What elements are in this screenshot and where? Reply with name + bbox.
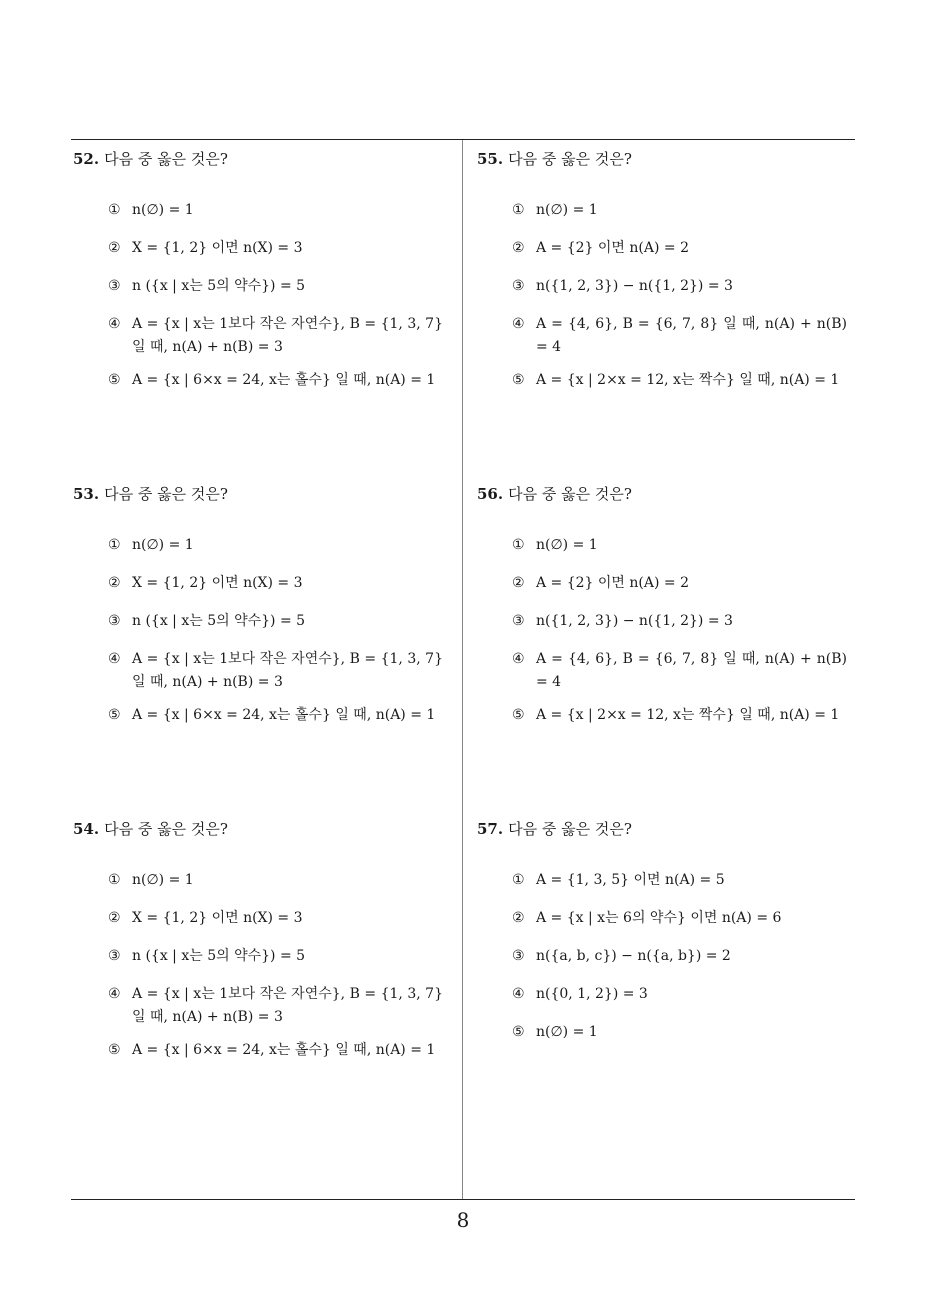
choice-mark: ② <box>108 910 121 926</box>
question-header <box>73 484 445 504</box>
choice-text: A = {x | x는 6의 약수} 이면 n(A) = 6 <box>536 910 782 926</box>
choice-text: n({a, b, c}) − n({a, b}) = 2 <box>536 948 731 964</box>
choice-3[interactable] <box>512 275 847 298</box>
choice-mark: ① <box>108 202 121 218</box>
choice-1[interactable] <box>512 869 847 892</box>
choice-text: X = {1, 2} 이면 n(X) = 3 <box>132 575 303 591</box>
choice-1[interactable] <box>512 534 847 557</box>
question-number: 55. <box>477 150 504 168</box>
question-header <box>477 819 849 839</box>
choice-mark: ③ <box>512 278 525 294</box>
question-54 <box>73 819 445 1077</box>
choice-text: A = {4, 6}, B = {6, 7, 8} 일 때, n(A) + n(B) = 4 <box>536 651 847 690</box>
choice-text: X = {1, 2} 이면 n(X) = 3 <box>132 240 303 256</box>
choice-2[interactable] <box>108 907 443 930</box>
choice-2[interactable] <box>108 572 443 595</box>
choice-mark: ④ <box>108 986 121 1002</box>
choice-mark: ① <box>108 872 121 888</box>
choice-2[interactable] <box>108 237 443 260</box>
choice-text: n(∅) = 1 <box>536 537 598 553</box>
choice-mark: ① <box>512 537 525 553</box>
choice-4[interactable] <box>108 648 443 694</box>
choice-5[interactable] <box>512 704 847 727</box>
choice-text: n({1, 2, 3}) − n({1, 2}) = 3 <box>536 613 733 629</box>
choice-mark: ③ <box>512 948 525 964</box>
question-prompt: 다음 중 옳은 것은? <box>508 150 632 168</box>
question-number: 52. <box>73 150 100 168</box>
choice-mark: ③ <box>108 278 121 294</box>
choice-5[interactable] <box>108 369 443 392</box>
choice-text: n({1, 2, 3}) − n({1, 2}) = 3 <box>536 278 733 294</box>
choice-mark: ② <box>512 240 525 256</box>
choice-text: A = {x | 6×x = 24, x는 홀수} 일 때, n(A) = 1 <box>132 1042 436 1058</box>
question-number: 56. <box>477 485 504 503</box>
question-number: 54. <box>73 820 100 838</box>
choice-mark: ⑤ <box>108 707 121 723</box>
choice-text: A = {x | x는 1보다 작은 자연수}, B = {1, 3, 7} 일 때, n(A) + n(B) = 3 <box>132 986 443 1025</box>
choice-text: A = {x | 2×x = 12, x는 짝수} 일 때, n(A) = 1 <box>536 372 840 388</box>
choice-4[interactable] <box>512 313 847 359</box>
choice-mark: ④ <box>512 651 525 667</box>
choice-list <box>477 534 849 727</box>
choice-5[interactable] <box>108 704 443 727</box>
choice-mark: ② <box>108 240 121 256</box>
choice-text: A = {1, 3, 5} 이면 n(A) = 5 <box>536 872 725 888</box>
choice-2[interactable] <box>512 907 847 930</box>
choice-text: A = {x | 6×x = 24, x는 홀수} 일 때, n(A) = 1 <box>132 707 436 723</box>
choice-mark: ④ <box>108 651 121 667</box>
choice-text: A = {x | x는 1보다 작은 자연수}, B = {1, 3, 7} 일 때, n(A) + n(B) = 3 <box>132 316 443 355</box>
question-prompt: 다음 중 옳은 것은? <box>104 150 228 168</box>
question-prompt: 다음 중 옳은 것은? <box>508 485 632 503</box>
choice-mark: ③ <box>108 613 121 629</box>
choice-mark: ② <box>512 575 525 591</box>
choice-text: n(∅) = 1 <box>132 537 194 553</box>
choice-1[interactable] <box>108 534 443 557</box>
choice-mark: ① <box>108 537 121 553</box>
choice-text: A = {2} 이면 n(A) = 2 <box>536 240 690 256</box>
choice-text: n(∅) = 1 <box>132 872 194 888</box>
question-55 <box>477 149 849 407</box>
choice-2[interactable] <box>512 572 847 595</box>
choice-3[interactable] <box>108 945 443 968</box>
choice-5[interactable] <box>512 369 847 392</box>
choice-1[interactable] <box>108 869 443 892</box>
page-number: 8 <box>456 1208 470 1232</box>
choice-text: A = {4, 6}, B = {6, 7, 8} 일 때, n(A) + n(B) = 4 <box>536 316 847 355</box>
choice-mark: ④ <box>512 316 525 332</box>
choice-4[interactable] <box>512 648 847 694</box>
choice-3[interactable] <box>108 275 443 298</box>
question-prompt: 다음 중 옳은 것은? <box>104 485 228 503</box>
question-57 <box>477 819 849 1059</box>
choice-mark: ⑤ <box>108 1042 121 1058</box>
question-header <box>477 149 849 169</box>
choice-2[interactable] <box>512 237 847 260</box>
choice-mark: ③ <box>108 948 121 964</box>
bottom-rule <box>71 1199 855 1200</box>
question-header <box>73 819 445 839</box>
choice-list <box>73 534 445 727</box>
choice-list <box>73 869 445 1062</box>
choice-mark: ③ <box>512 613 525 629</box>
choice-1[interactable] <box>108 199 443 222</box>
choice-text: n(∅) = 1 <box>132 202 194 218</box>
choice-text: n(∅) = 1 <box>536 202 598 218</box>
choice-3[interactable] <box>512 610 847 633</box>
question-prompt: 다음 중 옳은 것은? <box>104 820 228 838</box>
choice-text: A = {x | 6×x = 24, x는 홀수} 일 때, n(A) = 1 <box>132 372 436 388</box>
choice-mark: ⑤ <box>512 372 525 388</box>
question-prompt: 다음 중 옳은 것은? <box>508 820 632 838</box>
choice-text: A = {2} 이면 n(A) = 2 <box>536 575 690 591</box>
choice-list <box>73 199 445 392</box>
choice-list <box>477 199 849 392</box>
choice-mark: ⑤ <box>512 1024 525 1040</box>
choice-mark: ① <box>512 202 525 218</box>
choice-mark: ② <box>108 575 121 591</box>
question-56 <box>477 484 849 742</box>
choice-5[interactable] <box>512 1021 847 1044</box>
choice-3[interactable] <box>108 610 443 633</box>
choice-text: n({0, 1, 2}) = 3 <box>536 986 648 1002</box>
choice-text: n(∅) = 1 <box>536 1024 598 1040</box>
column-divider <box>462 140 463 1199</box>
question-number: 57. <box>477 820 504 838</box>
choice-text: n ({x | x는 5의 약수}) = 5 <box>132 948 306 964</box>
choice-mark: ① <box>512 872 525 888</box>
choice-text: A = {x | x는 1보다 작은 자연수}, B = {1, 3, 7} 일 때, n(A) + n(B) = 3 <box>132 651 443 690</box>
choice-mark: ④ <box>108 316 121 332</box>
choice-text: X = {1, 2} 이면 n(X) = 3 <box>132 910 303 926</box>
choice-mark: ④ <box>512 986 525 1002</box>
choice-list <box>477 869 849 1044</box>
choice-4[interactable] <box>108 313 443 359</box>
choice-text: n ({x | x는 5의 약수}) = 5 <box>132 613 306 629</box>
choice-text: A = {x | 2×x = 12, x는 짝수} 일 때, n(A) = 1 <box>536 707 840 723</box>
top-rule <box>71 139 855 140</box>
question-header <box>477 484 849 504</box>
choice-1[interactable] <box>512 199 847 222</box>
question-52 <box>73 149 445 407</box>
choice-text: n ({x | x는 5의 약수}) = 5 <box>132 278 306 294</box>
choice-mark: ⑤ <box>512 707 525 723</box>
choice-3[interactable] <box>512 945 847 968</box>
choice-mark: ② <box>512 910 525 926</box>
question-header <box>73 149 445 169</box>
choice-4[interactable] <box>512 983 847 1006</box>
question-53 <box>73 484 445 742</box>
choice-4[interactable] <box>108 983 443 1029</box>
choice-5[interactable] <box>108 1039 443 1062</box>
question-number: 53. <box>73 485 100 503</box>
choice-mark: ⑤ <box>108 372 121 388</box>
